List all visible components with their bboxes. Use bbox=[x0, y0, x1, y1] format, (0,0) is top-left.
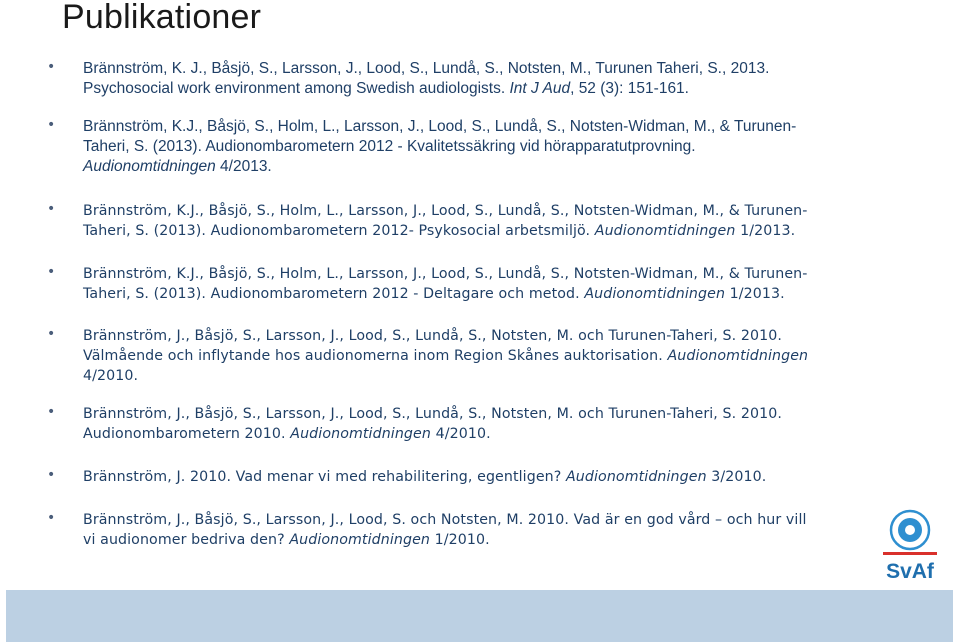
page-title: Publikationer bbox=[62, 0, 262, 36]
reference-text: Brännström, J., Båsjö, S., Larsson, J., Lood, S., Lundå, S., Notsten, M. och Turunen-Taheri, S. 2010. bbox=[83, 328, 782, 344]
bullet-icon: • bbox=[47, 467, 56, 483]
reference-line bbox=[83, 424, 933, 444]
reference-text: Brännström, J. 2010. Vad menar vi med rehabilitering, egentligen? bbox=[83, 469, 566, 485]
journal-name: Audionomtidningen bbox=[566, 469, 707, 485]
bullet-icon: • bbox=[47, 117, 56, 133]
reference-line bbox=[83, 264, 933, 284]
bullet-icon: • bbox=[47, 264, 56, 280]
journal-name: Audionomtidningen bbox=[667, 348, 809, 364]
reference-text: 3/2010. bbox=[706, 469, 767, 485]
reference-item bbox=[47, 201, 933, 241]
reference-text: Taheri, S. (2013). Audionombarometern 2012- Psykosocial arbetsmiljö. bbox=[83, 223, 595, 239]
bullet-icon: • bbox=[47, 201, 56, 217]
reference-line bbox=[83, 59, 933, 79]
reference-text: vi audionomer bedriva den? bbox=[83, 532, 290, 548]
reference-line bbox=[83, 326, 933, 346]
bullet-icon: • bbox=[47, 510, 56, 526]
reference-line bbox=[83, 157, 933, 177]
logo-core bbox=[905, 525, 915, 535]
reference-line bbox=[83, 404, 933, 424]
journal-name: Audionomtidningen bbox=[290, 426, 431, 442]
reference-line bbox=[83, 117, 933, 137]
reference-line bbox=[83, 510, 933, 530]
reference-text: Brännström, J., Båsjö, S., Larsson, J., Lood, S. och Notsten, M. 2010. Vad är en god vård – och hur vill bbox=[83, 512, 807, 528]
bullet-icon: • bbox=[47, 404, 56, 420]
reference-text: Brännström, K.J., Båsjö, S., Holm, L., Larsson, J., Lood, S., Lundå, S., Notsten-Widman, M., & Turunen- bbox=[83, 203, 808, 219]
reference-text: Brännström, K.J., Båsjö, S., Holm, L., Larsson, J., Lood, S., Lundå, S., Notsten-Widman, M., & Turunen- bbox=[83, 266, 808, 282]
footer-bar bbox=[6, 590, 953, 642]
reference-text: 4/2010. bbox=[83, 368, 139, 384]
reference-text: Brännström, K. J., Båsjö, S., Larsson, J., Lood, S., Lundå, S., Notsten, M., Turunen Taheri, S., 2013. bbox=[83, 60, 770, 77]
reference-text: Taheri, S. (2013). Audionombarometern 2012 - Deltagare och metod. bbox=[83, 286, 585, 302]
reference-text: Brännström, K.J., Båsjö, S., Holm, L., Larsson, J., Lood, S., Lundå, S., Notsten-Widman, M., & Turunen- bbox=[83, 118, 797, 135]
reference-line bbox=[83, 346, 933, 366]
reference-text: 1/2013. bbox=[725, 286, 785, 302]
reference-line bbox=[83, 201, 933, 221]
bullet-icon: • bbox=[47, 326, 56, 342]
bullet-icon: • bbox=[47, 59, 56, 75]
reference-line bbox=[83, 467, 933, 487]
journal-name: Int J Aud bbox=[509, 80, 571, 97]
reference-text: 4/2010. bbox=[430, 426, 491, 442]
reference-line bbox=[83, 221, 933, 241]
reference-text: Audionombarometern 2010. bbox=[83, 426, 291, 442]
reference-line bbox=[83, 284, 933, 304]
reference-item bbox=[47, 326, 933, 386]
reference-text: Brännström, J., Båsjö, S., Larsson, J., Lood, S., Lundå, S., Notsten, M. och Turunen-Taheri, S. 2010. bbox=[83, 406, 782, 422]
reference-text: 1/2010. bbox=[430, 532, 490, 548]
logo-text: SvAf bbox=[886, 560, 934, 583]
reference-text: 1/2013. bbox=[735, 223, 796, 239]
reference-text: Taheri, S. (2013). Audionombarometern 2012 - Kvalitetssäkring vid hörapparatutprovning. bbox=[83, 138, 696, 155]
reference-line bbox=[83, 366, 933, 386]
reference-text: 4/2013. bbox=[215, 158, 272, 175]
reference-item bbox=[47, 510, 933, 550]
reference-text: Välmående och inflytande hos audionomerna inom Region Skånes auktorisation. bbox=[83, 348, 668, 364]
journal-name: Audionomtidningen bbox=[594, 223, 736, 239]
svaf-logo bbox=[880, 508, 940, 584]
reference-text: , 52 (3): 151-161. bbox=[570, 80, 689, 97]
reference-line bbox=[83, 137, 933, 157]
reference-item bbox=[47, 467, 933, 487]
reference-item bbox=[47, 59, 933, 99]
logo-stripe bbox=[883, 552, 937, 555]
reference-item bbox=[47, 117, 933, 177]
reference-text: Psychosocial work environment among Swedish audiologists. bbox=[83, 80, 510, 97]
reference-item bbox=[47, 264, 933, 304]
journal-name: Audionomtidningen bbox=[584, 286, 726, 302]
reference-line bbox=[83, 530, 933, 550]
journal-name: Audionomtidningen bbox=[83, 158, 216, 175]
reference-line bbox=[83, 79, 933, 99]
reference-item bbox=[47, 404, 933, 444]
journal-name: Audionomtidningen bbox=[289, 532, 430, 548]
